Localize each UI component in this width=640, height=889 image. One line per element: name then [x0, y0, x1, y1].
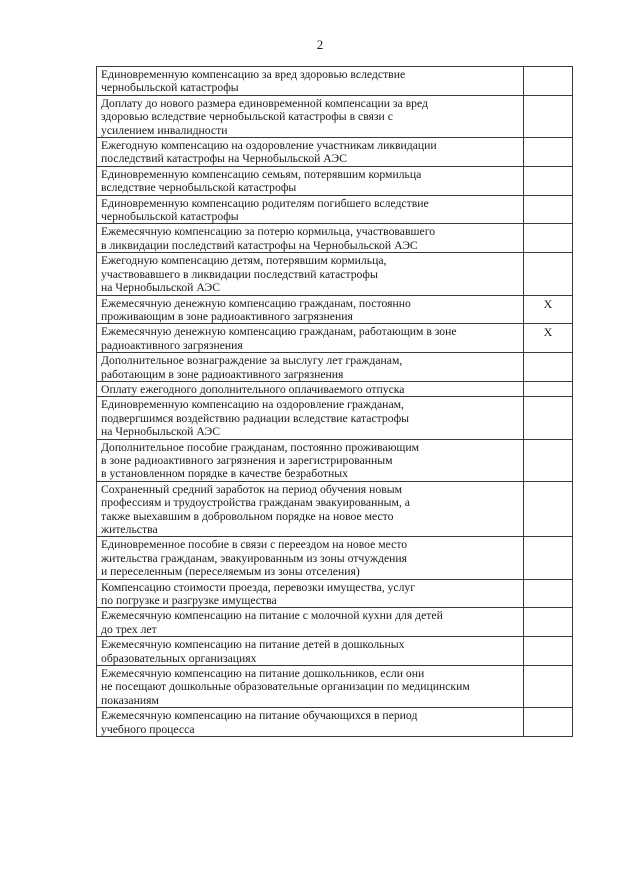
benefit-mark-cell: X	[524, 324, 573, 353]
benefit-description: Ежемесячную компенсацию на питание детей в дошкольных образовательных организациях	[97, 637, 524, 666]
benefit-description: Дополнительное пособие гражданам, постоянно проживающим в зоне радиоактивного загрязнения и зарегистрированным в установленном порядке в качестве безработных	[97, 439, 524, 481]
table-row	[97, 381, 573, 396]
benefit-mark-cell	[524, 95, 573, 137]
benefit-mark-cell	[524, 397, 573, 439]
benefit-description: Ежегодную компенсацию детям, потерявшим кормильца, участвовавшего в ликвидации последствий катастрофы на Чернобыльской АЭС	[97, 253, 524, 295]
table-row	[97, 579, 573, 608]
table-row	[97, 608, 573, 637]
table-row	[97, 537, 573, 579]
benefit-description: Ежемесячную денежную компенсацию гражданам, работающим в зоне радиоактивного загрязнения	[97, 324, 524, 353]
benefit-mark-cell: X	[524, 295, 573, 324]
benefit-mark-cell	[524, 195, 573, 224]
table-row	[97, 708, 573, 737]
benefit-description: Единовременное пособие в связи с переездом на новое место жительства гражданам, эвакуированным из зоны отчуждения и переселенным (переселяемым из зоны отселения)	[97, 537, 524, 579]
benefit-mark-cell	[524, 224, 573, 253]
benefit-mark-cell	[524, 67, 573, 96]
table-row	[97, 481, 573, 537]
benefit-description: Доплату до нового размера единовременной компенсации за вред здоровью вследствие чернобыльской катастрофы в связи с усилением инвалидности	[97, 95, 524, 137]
benefit-description: Ежемесячную денежную компенсацию гражданам, постоянно проживающим в зоне радиоактивного загрязнения	[97, 295, 524, 324]
benefit-description: Ежемесячную компенсацию за потерю кормильца, участвовавшего в ликвидации последствий катастрофы на Чернобыльской АЭС	[97, 224, 524, 253]
table-row	[97, 67, 573, 96]
table-row	[97, 439, 573, 481]
table-row	[97, 666, 573, 708]
page-number: 2	[316, 37, 324, 52]
benefits-table-body	[97, 67, 573, 737]
benefit-description: Единовременную компенсацию семьям, потерявшим кормильца вследствие чернобыльской катастрофы	[97, 166, 524, 195]
table-row	[97, 95, 573, 137]
benefit-description: Оплату ежегодного дополнительного оплачиваемого отпуска	[97, 381, 524, 396]
table-row	[97, 295, 573, 324]
benefits-table	[96, 66, 573, 737]
benefit-mark-cell	[524, 138, 573, 167]
benefit-description: Дополнительное вознаграждение за выслугу лет гражданам, работающим в зоне радиоактивного загрязнения	[97, 353, 524, 382]
benefit-mark-cell	[524, 253, 573, 295]
benefit-mark-cell	[524, 537, 573, 579]
benefit-mark-cell	[524, 579, 573, 608]
table-row	[97, 397, 573, 439]
benefit-description: Единовременную компенсацию родителям погибшего вследствие чернобыльской катастрофы	[97, 195, 524, 224]
benefit-description: Единовременную компенсацию на оздоровление гражданам, подвергшимся воздействию радиации вследствие катастрофы на Чернобыльской АЭС	[97, 397, 524, 439]
benefit-description: Ежемесячную компенсацию на питание с молочной кухни для детей до трех лет	[97, 608, 524, 637]
table-row	[97, 353, 573, 382]
benefit-mark-cell	[524, 353, 573, 382]
benefit-mark-cell	[524, 666, 573, 708]
benefit-mark-cell	[524, 381, 573, 396]
benefit-description: Сохраненный средний заработок на период обучения новым профессиям и трудоустройства гражданам эвакуированным, а также выехавшим в добровольном порядке на новое место жительства	[97, 481, 524, 537]
table-row	[97, 637, 573, 666]
benefit-description: Компенсацию стоимости проезда, перевозки имущества, услуг по погрузке и разгрузке имущества	[97, 579, 524, 608]
table-row	[97, 253, 573, 295]
benefit-description: Ежемесячную компенсацию на питание дошкольников, если они не посещают дошкольные образовательные организации по медицинским показаниям	[97, 666, 524, 708]
benefit-mark-cell	[524, 481, 573, 537]
table-row	[97, 224, 573, 253]
benefit-mark-cell	[524, 439, 573, 481]
benefit-description: Единовременную компенсацию за вред здоровью вследствие чернобыльской катастрофы	[97, 67, 524, 96]
table-row	[97, 166, 573, 195]
table-row	[97, 138, 573, 167]
table-row	[97, 324, 573, 353]
benefit-mark-cell	[524, 166, 573, 195]
benefit-mark-cell	[524, 708, 573, 737]
benefit-mark-cell	[524, 608, 573, 637]
benefit-description: Ежемесячную компенсацию на питание обучающихся в период учебного процесса	[97, 708, 524, 737]
table-row	[97, 195, 573, 224]
benefit-mark-cell	[524, 637, 573, 666]
benefit-description: Ежегодную компенсацию на оздоровление участникам ликвидации последствий катастрофы на Чернобыльской АЭС	[97, 138, 524, 167]
